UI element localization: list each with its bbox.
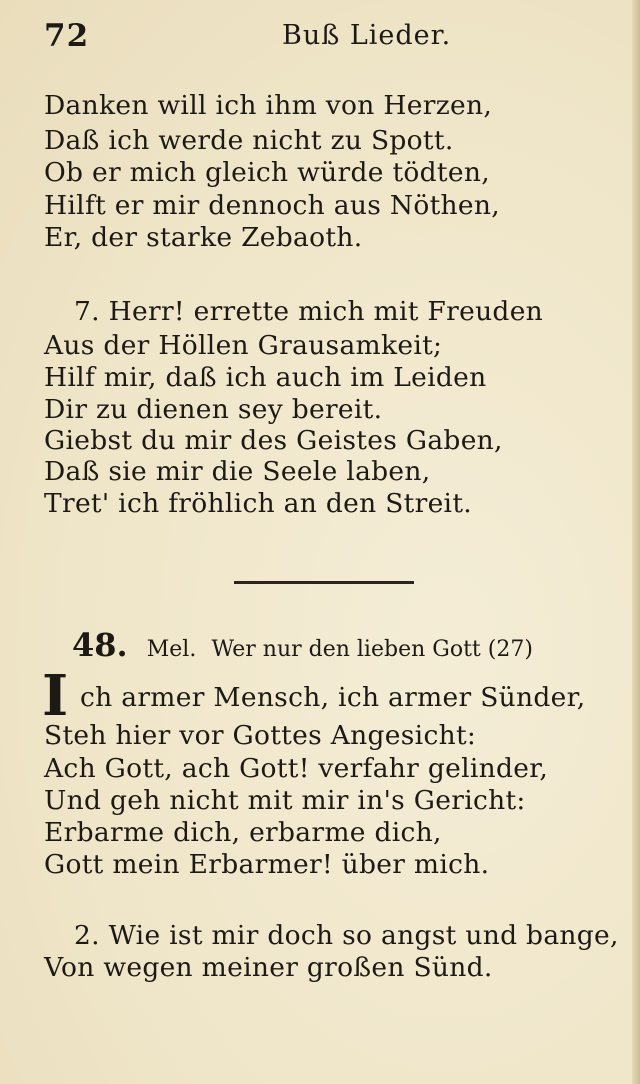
page-edge xyxy=(632,0,640,1084)
page-header xyxy=(40,18,600,58)
section-divider xyxy=(234,581,414,584)
hymn-number: 48. xyxy=(72,626,128,664)
melody-label: Mel. xyxy=(146,637,197,662)
verse-line: Daß sie mir die Seele laben, xyxy=(44,456,431,487)
stanza-first-line: 7. Herr! errette mich mit Freuden xyxy=(74,296,544,327)
verse-line: Aus der Höllen Grausamkeit; xyxy=(44,330,443,361)
verse-line: Dir zu dienen sey bereit. xyxy=(44,394,383,425)
verse-line: Daß ich werde nicht zu Spott. xyxy=(44,125,454,156)
verse-line: Hilft er mir dennoch aus Nöthen, xyxy=(44,190,500,221)
verse-line: Giebst du mir des Geistes Gaben, xyxy=(44,425,503,456)
verse-line: Ach Gott, ach Gott! verfahr gelinder, xyxy=(44,753,549,784)
verse-line: Er, der starke Zebaoth. xyxy=(44,222,363,253)
verse-line: Ob er mich gleich würde tödten, xyxy=(44,157,490,188)
verse-line: Hilf mir, daß ich auch im Leiden xyxy=(44,362,487,393)
verse-line: Tret' ich fröhlich an den Streit. xyxy=(44,488,472,519)
verse-line: Gott mein Erbarmer! über mich. xyxy=(44,849,490,880)
drop-cap: I xyxy=(42,663,69,729)
verse-line: Erbarme dich, erbarme dich, xyxy=(44,817,442,848)
verse-line: ch armer Mensch, ich armer Sünder, xyxy=(80,682,586,713)
verse-line: Und geh nicht mit mir in's Gericht: xyxy=(44,785,526,816)
running-head: Buß Lieder. xyxy=(282,20,452,51)
stanza-first-line: 2. Wie ist mir doch so angst und bange, xyxy=(74,920,619,951)
melody-title: Wer nur den lieben Gott (27) xyxy=(211,637,533,662)
page-number: 72 xyxy=(44,18,90,54)
verse-line: Danken will ich ihm von Herzen, xyxy=(44,90,493,121)
verse-line: Steh hier vor Gottes Angesicht: xyxy=(44,720,477,751)
verse-line: Von wegen meiner großen Sünd. xyxy=(44,952,493,983)
hymn-heading xyxy=(72,626,533,664)
